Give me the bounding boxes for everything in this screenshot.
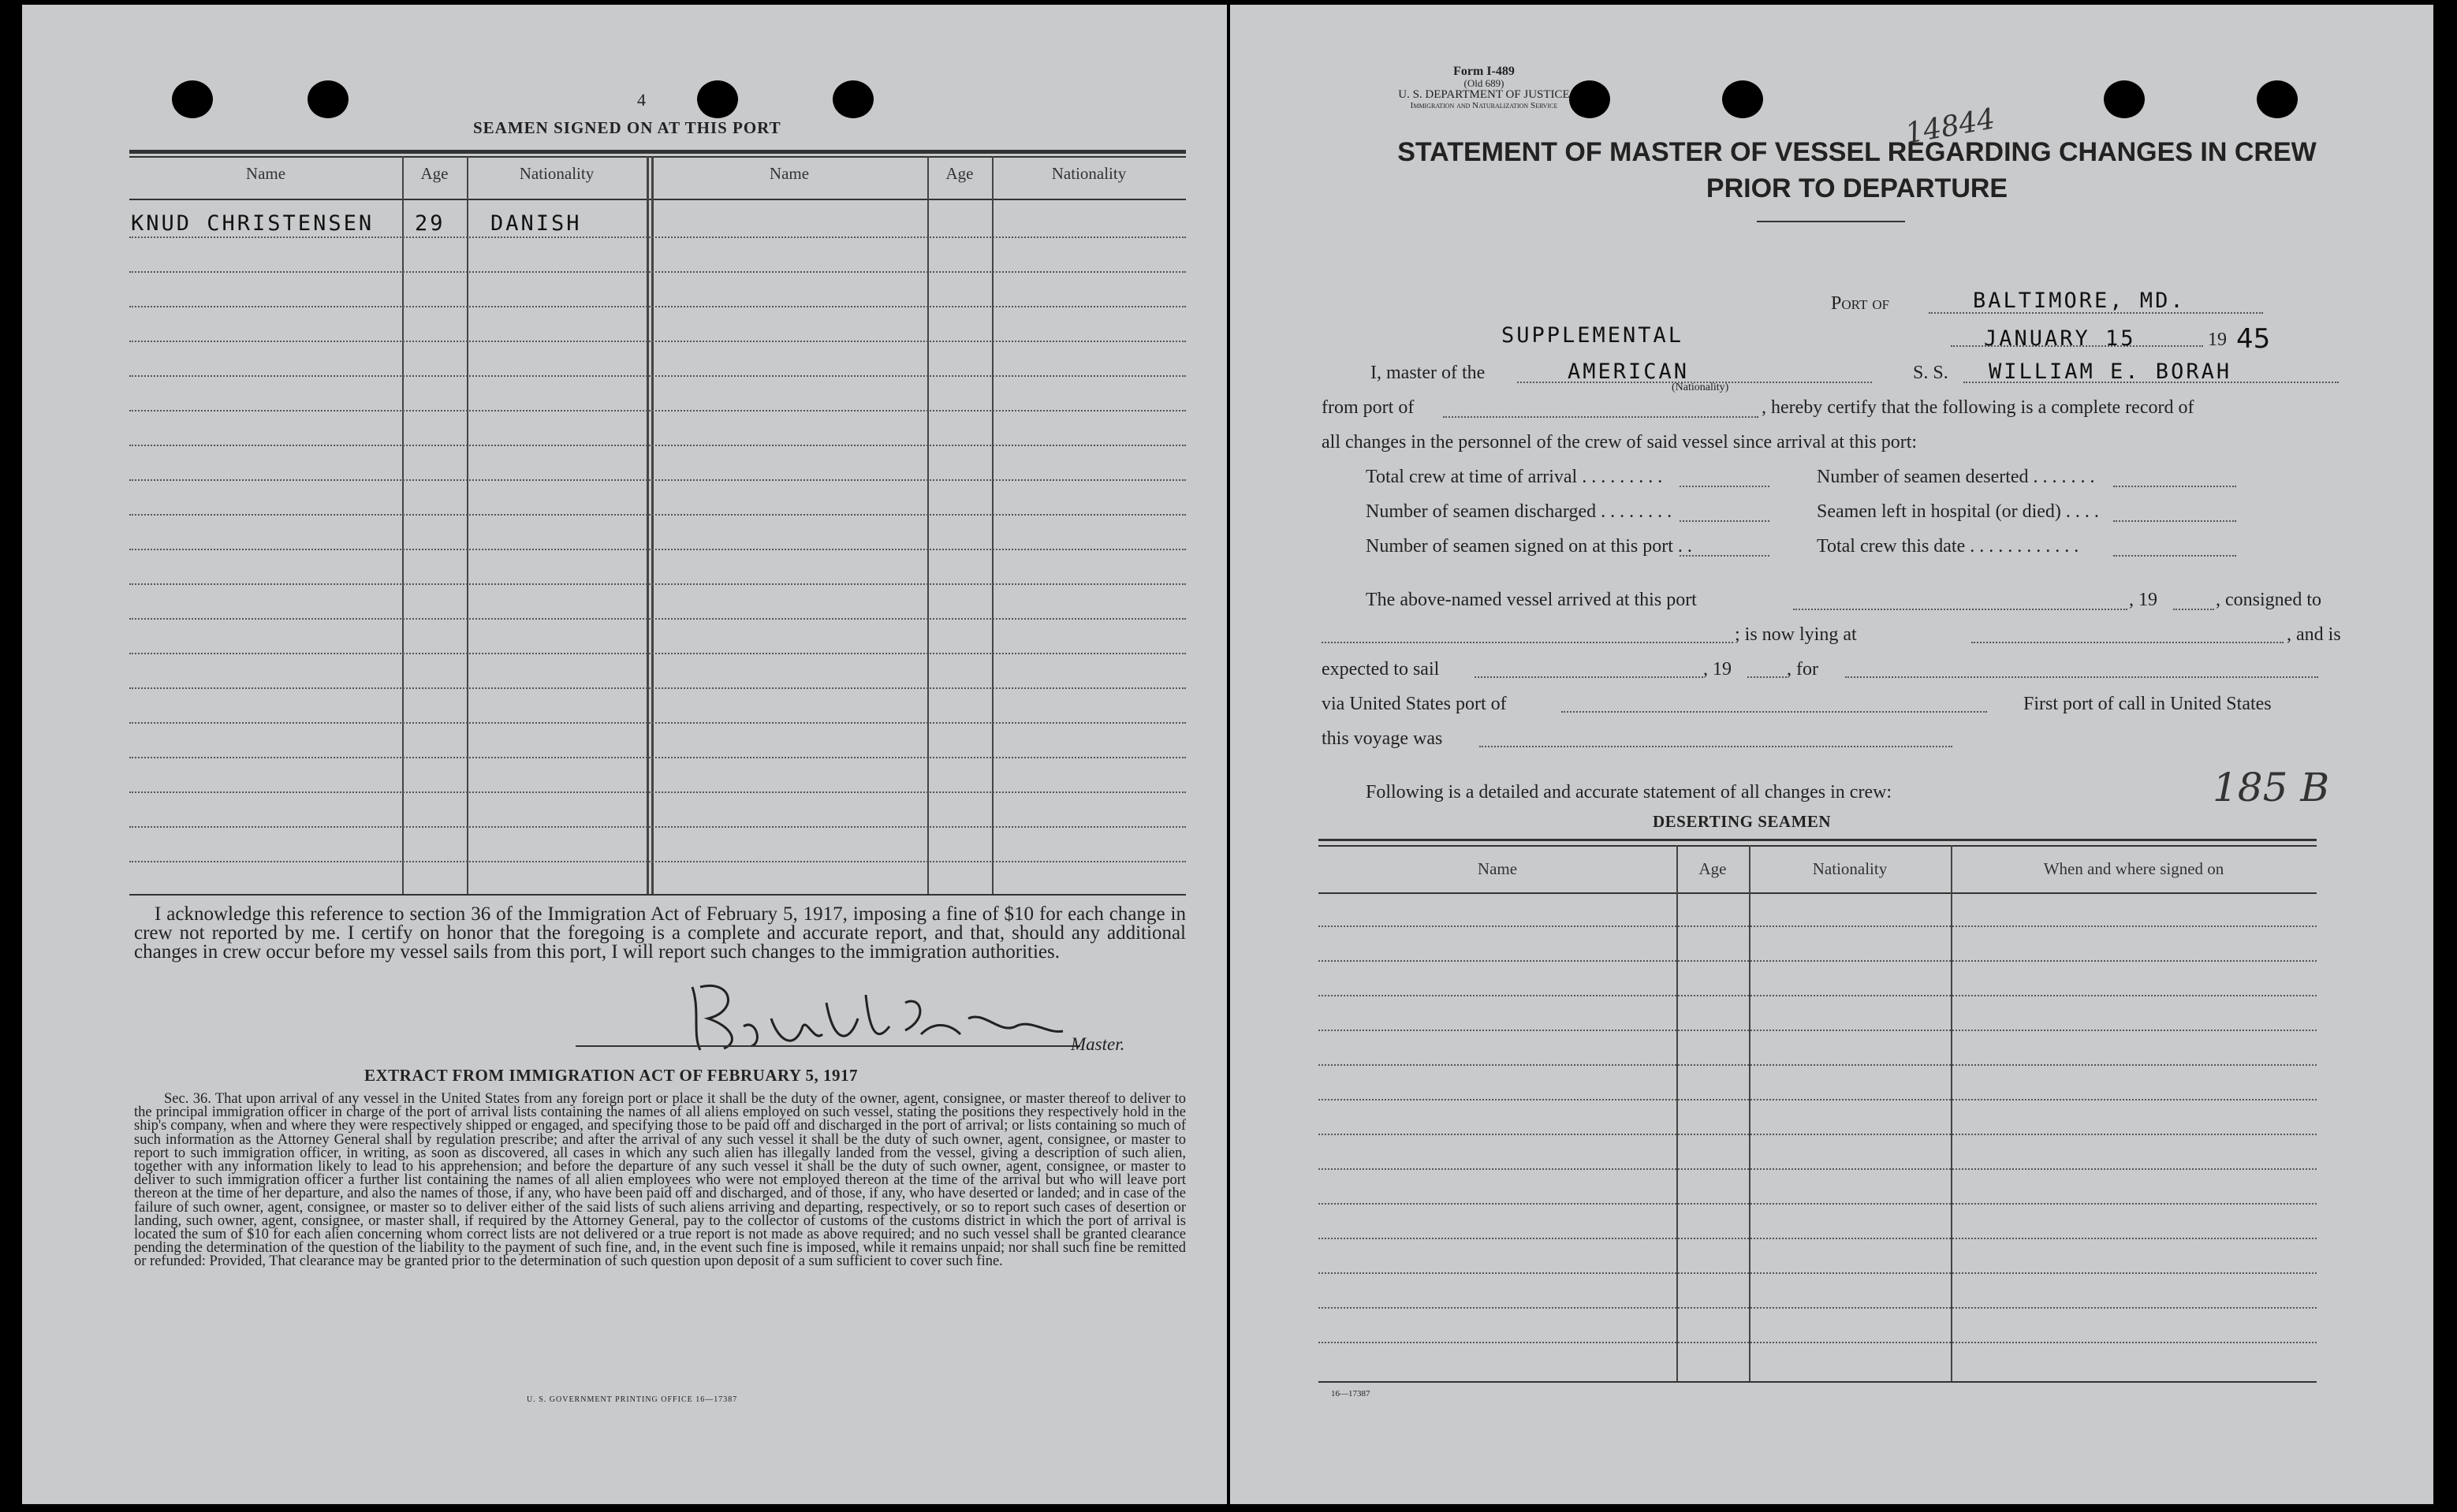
department: U. S. DEPARTMENT OF JUSTICE (1398, 88, 1570, 101)
expected-sail-label: expected to sail (1322, 659, 1440, 680)
year-line (2173, 609, 2214, 610)
extract-text: Sec. 36. That upon arrival of any vessel in the United States from any foreign port or place it shall be the duty of the owner, agent, consignee, or master thereof to deliver to the principal immigration officer in charge of the port of arrival lists containing the names of all aliens employed on such vessel, stating the positions they respectively hold in the ship's company, when and where they were respectively shipped or engaged, and specifying those to be paid off and discharged in the port of arrival; or lists containing so much of such information as the Attorney General shall by regulation prescribe; and after the arrival of any such vessel it shall be the duty of such owner, agent, consignee, or master to report to such immigration officer, in writing, as soon as discovered, all cases in which any such alien has illegally landed from the vessel, giving a description of such alien, together with any information likely to lead to his apprehension; and before the departure of any such vessel it shall be the duty of such owner, agent, consignee, or master to deliver to such immigration officer a further list containing the names of all alien employees who were not employed thereon at the time of the arrival but who will leave port thereon at the time of her departure, and also the names of those, if any, who have been paid off and discharged, and of those, if any, who have deserted or landed; and in case of the failure of such owner, agent, consignee, or master so to deliver either of the said lists of such aliens arriving and departing, respectively, or so to report such cases of desertion or landing, such owner, agent, consignee, or master shall, if required by the Attorney General, pay to the collector of customs of the customs district in which the port of arrival is located the sum of $10 for each alien concerning whom correct lists are not delivered or a true report is not made as above required; and no such vessel shall be granted clearance pending the determination of the question of the liability to the payment of such fine, and, in the event such fine is imposed, while it remains unpaid; nor shall such fine be remitted or refunded: Provided, That clearance may be granted prior to the determination of such question upon deposit of a sum sufficient to cover such fine. (134, 1091, 1186, 1270)
seaman-nationality: DANISH (490, 211, 582, 236)
row-rule (129, 791, 1186, 793)
row-rule (1318, 1238, 2317, 1239)
seaman-age: 29 (415, 211, 446, 236)
for-label: , for (1787, 659, 1818, 680)
stat-line (2113, 486, 2236, 487)
column-header-signed-on: When and where signed on (2043, 859, 2224, 878)
column-divider (467, 156, 468, 894)
punch-hole (833, 80, 874, 118)
lying-at-line (1971, 642, 2284, 643)
row-rule (1318, 1030, 2317, 1031)
title-underline (1757, 221, 1905, 222)
table-bottom-rule (1318, 1381, 2317, 1383)
table-bottom-rule (129, 894, 1186, 896)
year-prefix: 19 (2208, 330, 2227, 350)
seaman-name: KNUD CHRISTENSEN (131, 211, 375, 236)
row-rule (129, 375, 1186, 377)
service: Immigration and Naturalization Service (1410, 101, 1558, 110)
punch-hole (1722, 80, 1763, 118)
year-value: 45 (2236, 323, 2271, 355)
column-header-name: Name (769, 164, 810, 183)
column-header-name: Name (1477, 859, 1518, 878)
left-page (22, 5, 1227, 1504)
first-port-label: First port of call in United States (2023, 694, 2272, 714)
handwritten-code: 185 B (2213, 765, 2330, 810)
stat-line (1680, 555, 1769, 557)
sail-date-line (1475, 676, 1703, 678)
lying-at-label: ; is now lying at (1735, 624, 1857, 645)
consignee-line (1322, 642, 1733, 643)
stat-line (2113, 520, 2236, 522)
row-rule (129, 410, 1186, 412)
consigned-to-label: , consigned to (2216, 590, 2321, 610)
row-rule (1318, 1342, 2317, 1343)
table-top-rule (1318, 845, 2317, 847)
table-header-rule (1318, 892, 2317, 894)
row-rule (1318, 960, 2317, 962)
page-number: 4 (637, 90, 646, 110)
printer-line: U. S. GOVERNMENT PRINTING OFFICE 16—17387 (527, 1395, 738, 1404)
all-changes-text: all changes in the personnel of the crew of said vessel since arrival at this port: (1322, 432, 1918, 452)
row-rule (129, 514, 1186, 516)
table-header-rule (129, 199, 1186, 200)
column-header-age: Age (945, 164, 974, 183)
row-rule (129, 618, 1186, 620)
row-rule (1318, 1134, 2317, 1135)
via-port-label: via United States port of (1322, 694, 1507, 714)
from-port-line (1443, 416, 1758, 418)
row-rule (129, 757, 1186, 758)
row-rule (129, 271, 1186, 273)
row-rule (1318, 1064, 2317, 1066)
via-port-line (1561, 711, 1987, 713)
table-top-rule (1318, 839, 2317, 841)
column-divider (651, 156, 654, 894)
row-rule (129, 445, 1186, 446)
table-top-rule (129, 156, 1186, 158)
sail-year-label: , 19 (1703, 659, 1732, 680)
row-rule (1318, 925, 2317, 927)
table-top-rule (129, 150, 1186, 154)
row-rule (129, 549, 1186, 550)
destination-line (1845, 676, 2318, 678)
nationality-caption: (Nationality) (1672, 382, 1729, 393)
row-rule (1318, 1307, 2317, 1309)
from-port-label: from port of (1322, 397, 1415, 418)
stat-total-crew-date: Total crew this date . . . . . . . . . . . . (1817, 536, 2079, 557)
row-rule (1318, 995, 2317, 996)
column-divider (647, 156, 649, 894)
punch-hole (2104, 80, 2145, 118)
signature-line (576, 1045, 1080, 1047)
column-divider (992, 156, 994, 894)
stat-deserted: Number of seamen deserted . . . . . . . (1817, 467, 2095, 487)
footer-code: 16—17387 (1331, 1389, 1370, 1398)
column-header-name: Name (245, 164, 286, 183)
row-rule (1318, 1099, 2317, 1100)
column-header-age: Age (420, 164, 449, 183)
column-divider (402, 156, 404, 894)
stat-discharged: Number of seamen discharged . . . . . . . . (1366, 501, 1672, 522)
ss-label: S. S. (1913, 363, 1948, 383)
row-rule (129, 306, 1186, 307)
row-rule (129, 341, 1186, 342)
year-line (1747, 676, 1787, 678)
voyage-line (1479, 746, 1952, 747)
arrived-text: The above-named vessel arrived at this port (1366, 590, 1697, 610)
stat-line (1680, 520, 1769, 522)
stat-hospital: Seamen left in hospital (or died) . . . . (1817, 501, 2099, 522)
column-header-age: Age (1698, 859, 1727, 878)
port-label: Port of (1831, 293, 1890, 314)
master-of-label: I, master of the (1370, 363, 1486, 383)
right-page (1230, 5, 2433, 1504)
row-rule (129, 861, 1186, 862)
supplemental-note: SUPPLEMENTAL (1501, 323, 1684, 348)
deserting-title: DESERTING SEAMEN (1653, 812, 1832, 831)
row-rule (129, 722, 1186, 724)
this-voyage-label: this voyage was (1322, 728, 1443, 749)
port-value: BALTIMORE, MD. (1973, 289, 2186, 313)
row-rule (129, 826, 1186, 828)
and-is-label: , and is (2287, 624, 2341, 645)
stat-line (1680, 486, 1769, 487)
column-header-nationality: Nationality (1051, 164, 1127, 183)
stat-line (2113, 555, 2236, 557)
year19-label: , 19 (2129, 590, 2157, 610)
form-title-line1: STATEMENT OF MASTER OF VESSEL REGARDING CHANGES IN CREW (1397, 137, 2317, 167)
row-rule (1318, 1168, 2317, 1170)
row-rule (129, 653, 1186, 654)
stat-total-crew-arrival: Total crew at time of arrival . . . . . . . . . (1366, 467, 1663, 487)
vessel-name: WILLIAM E. BORAH (1989, 359, 2232, 384)
punch-hole (172, 80, 213, 118)
section-title: SEAMEN SIGNED ON AT THIS PORT (473, 118, 781, 137)
form-number: Form I-489 (1453, 65, 1515, 78)
row-rule (129, 236, 1186, 238)
certify-text: , hereby certify that the following is a complete record of (1762, 397, 2194, 418)
column-divider (927, 156, 929, 894)
form-title-line2: PRIOR TO DEPARTURE (1706, 173, 2008, 203)
row-rule (1318, 1272, 2317, 1274)
nationality-value: AMERICAN (1568, 359, 1690, 384)
punch-hole (697, 80, 738, 118)
punch-hole (308, 80, 349, 118)
column-header-nationality: Nationality (1812, 859, 1888, 878)
stat-signed-on: Number of seamen signed on at this port . . (1366, 536, 1692, 557)
punch-hole (2257, 80, 2298, 118)
following-text: Following is a detailed and accurate statement of all changes in crew: (1366, 782, 1892, 803)
column-header-nationality: Nationality (519, 164, 595, 183)
extract-title: EXTRACT FROM IMMIGRATION ACT OF FEBRUARY 5, 1917 (364, 1066, 859, 1085)
row-rule (129, 687, 1186, 689)
master-label: Master. (1071, 1034, 1125, 1054)
old-form-number: (Old 689) (1463, 77, 1504, 89)
date-value: JANUARY 15 (1984, 326, 2136, 351)
arrival-date-line (1793, 609, 2127, 610)
row-rule (129, 583, 1186, 585)
acknowledgement-text: I acknowledge this reference to section 36 of the Immigration Act of February 5, 1917, imposing a fine of $10 for each change in crew not reported by me. I certify on honor that the foregoing is a complete and accurate report, and that, should any additional changes in crew occur before my vessel sails from this port, I will report such changes to the immigration authorities. (134, 903, 1186, 963)
handwritten-number: 14844 (1903, 102, 1998, 151)
row-rule (1318, 1203, 2317, 1205)
row-rule (129, 479, 1186, 481)
